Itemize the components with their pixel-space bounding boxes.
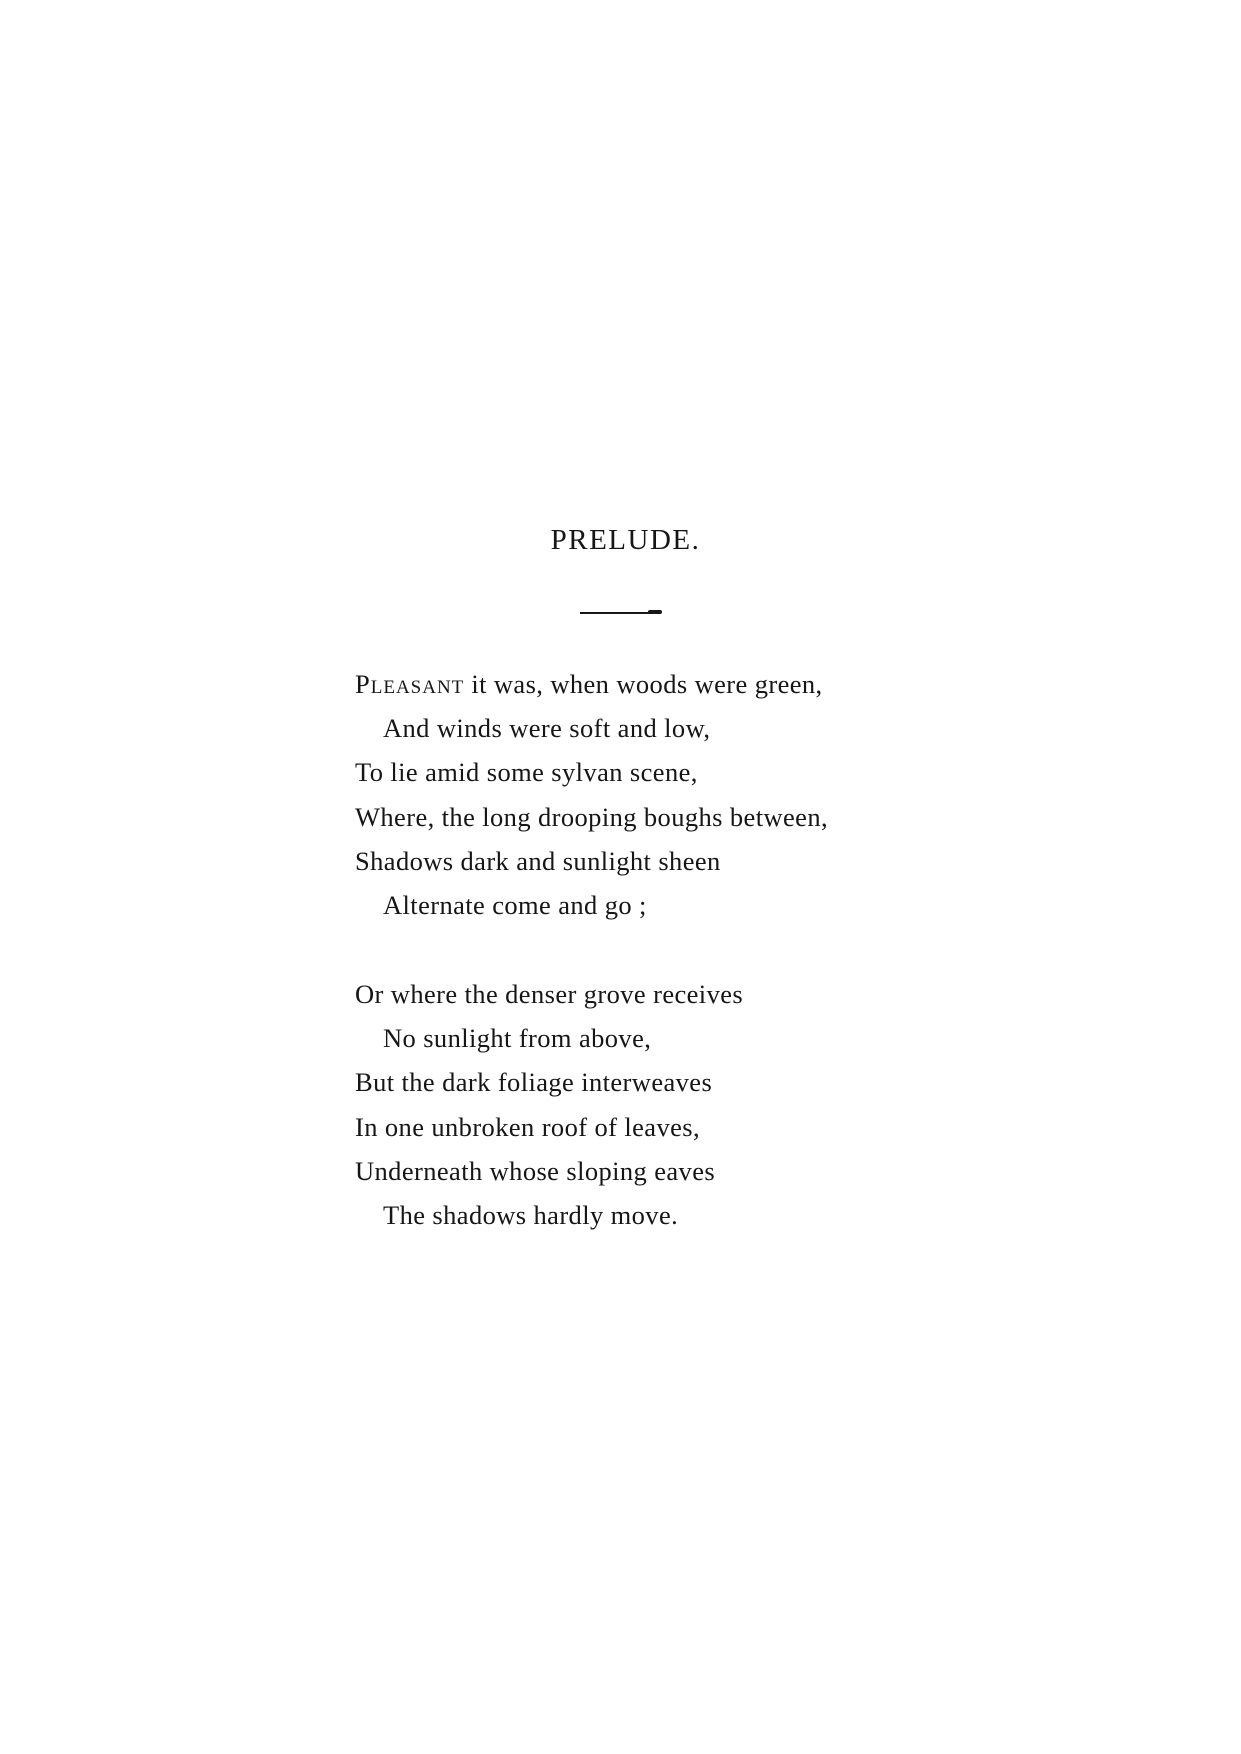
stanza-1 xyxy=(355,662,995,927)
verse-line: To lie amid some sylvan scene, xyxy=(355,757,698,788)
verse-line: The shadows hardly move. xyxy=(383,1199,679,1230)
verse-line xyxy=(355,662,995,706)
title-divider-rule xyxy=(580,612,660,614)
verse-line: But the dark foliage interweaves xyxy=(355,1067,713,1098)
verse-line: Underneath whose sloping eaves xyxy=(355,1155,716,1186)
verse-line: Where, the long drooping boughs between, xyxy=(355,801,829,832)
stanza-2 xyxy=(355,972,995,1237)
verse-line: And winds were soft and low, xyxy=(383,713,711,744)
opening-word-smallcaps: Pleasant xyxy=(355,669,465,699)
verse-line: Shadows dark and sunlight sheen xyxy=(355,845,721,876)
verse-line: Or where the denser grove receives xyxy=(355,979,744,1009)
verse-line: Alternate come and go ; xyxy=(383,889,647,920)
verse-line: In one unbroken roof of leaves, xyxy=(355,1111,701,1142)
verse-line: No sunlight from above, xyxy=(383,1023,652,1054)
verse-line-text: it was, when woods were green, xyxy=(464,669,823,699)
poem-title: PRELUDE. xyxy=(550,524,701,556)
